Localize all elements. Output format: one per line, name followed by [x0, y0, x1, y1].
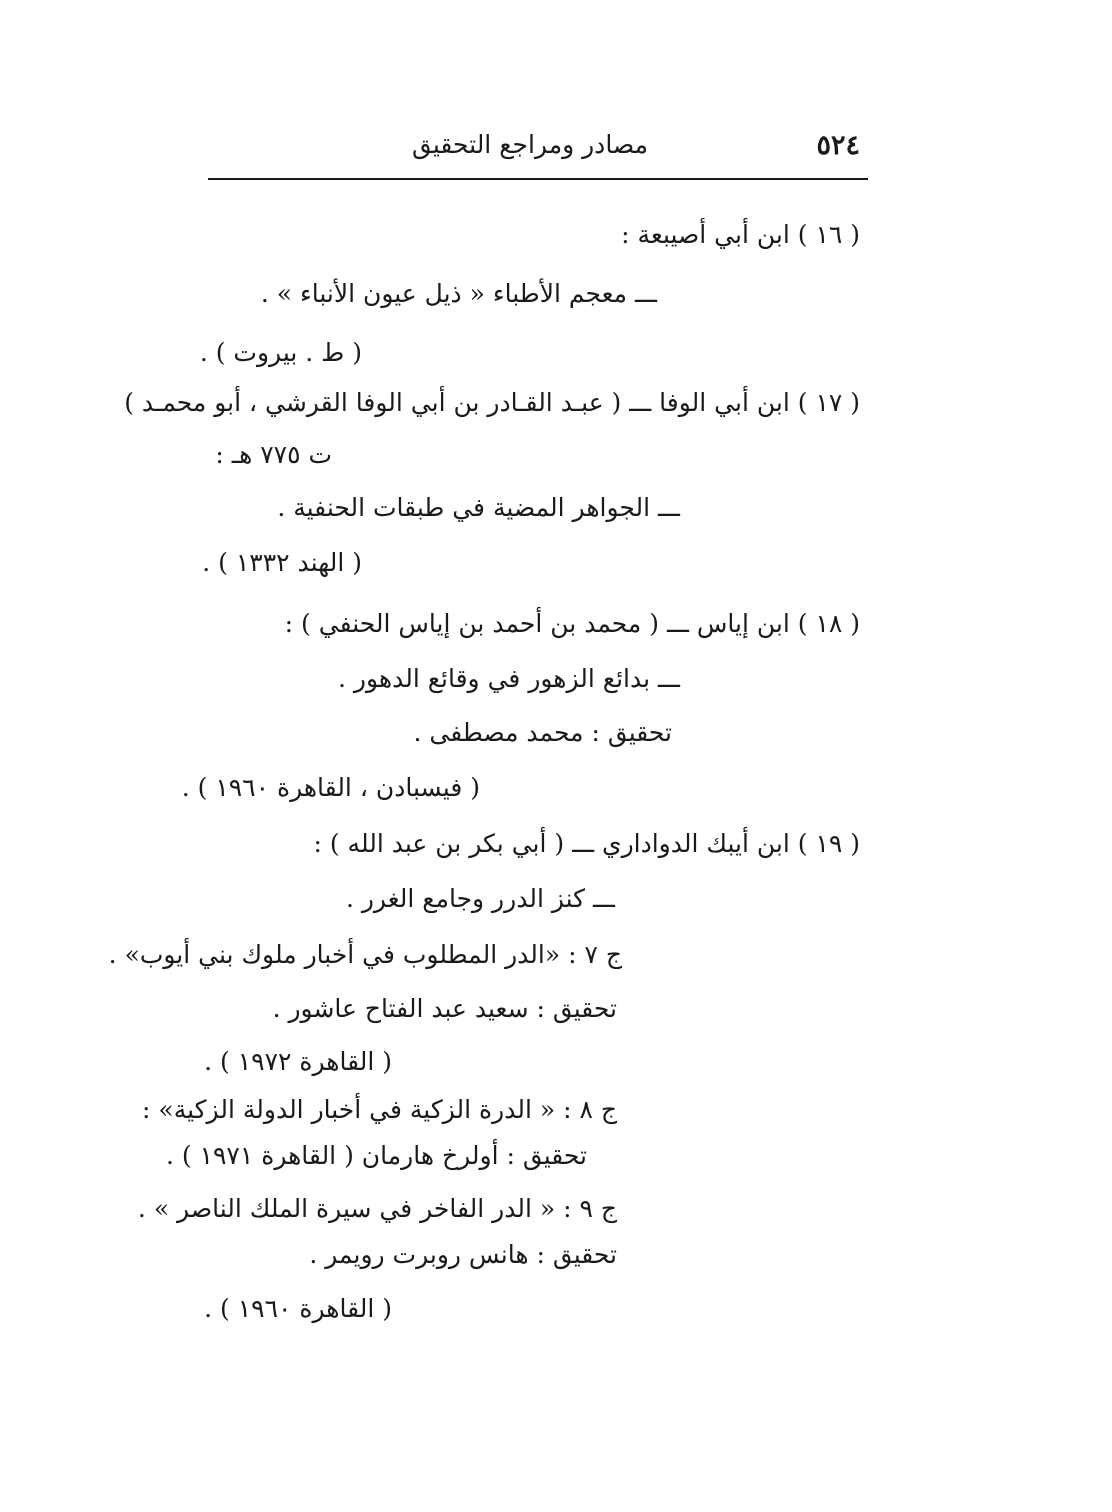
- entry-17-death-date: ت ٧٧٥ هـ :: [215, 440, 332, 469]
- header-rule: [208, 178, 868, 180]
- entry-17-title: ـــ الجواهر المضية في طبقات الحنفية .: [277, 493, 680, 522]
- entry-19-vol9-editor: تحقيق : هانس روبرت رويمر .: [309, 1240, 617, 1269]
- entry-19-vol8-title: ج ٨ : « الدرة الزكية في أخبار الدولة الزكية» :: [142, 1095, 617, 1124]
- entry-19-vol9-edition: ( القاهرة ١٩٦٠ ) .: [204, 1294, 392, 1323]
- entry-19-vol7-edition: ( القاهرة ١٩٧٢ ) .: [204, 1047, 392, 1076]
- entry-19-vol9-title: ج ٩ : « الدر الفاخر في سيرة الملك الناصر » .: [137, 1194, 617, 1223]
- page-number: ٥٢٤: [816, 130, 860, 161]
- entry-19-vol7-title: ج ٧ : «الدر المطلوب في أخبار ملوك بني أيوب» .: [108, 940, 622, 969]
- entry-19-heading: ( ١٩ ) ابن أيبك الدواداري ـــ ( أبي بكر بن عبد الله ) :: [313, 829, 860, 858]
- entry-16-title: ـــ معجم الأطباء « ذيل عيون الأنباء » .: [260, 279, 657, 308]
- entry-16-edition: ( ط . بيروت ) .: [199, 338, 362, 367]
- entry-19-title: ـــ كنز الدرر وجامع الغرر .: [345, 884, 615, 913]
- entry-18-heading: ( ١٨ ) ابن إياس ـــ ( محمد بن أحمد بن إياس الحنفي ) :: [284, 609, 860, 638]
- entry-19-vol7-editor: تحقيق : سعيد عبد الفتاح عاشور .: [272, 994, 617, 1023]
- running-header-title: مصادر ومراجع التحقيق: [411, 130, 649, 159]
- entry-17-heading: ( ١٧ ) ابن أبي الوفا ـــ ( عبـد القـادر بن أبي الوفا القرشي ، أبو محمـد ): [124, 388, 860, 417]
- entry-18-title: ـــ بدائع الزهور في وقائع الدهور .: [338, 664, 680, 693]
- entry-17-edition: ( الهند ١٣٣٢ ) .: [202, 548, 362, 577]
- entry-16-heading: ( ١٦ ) ابن أبي أصيبعة :: [621, 220, 860, 249]
- entry-18-edition: ( فيسبادن ، القاهرة ١٩٦٠ ) .: [181, 773, 480, 802]
- entry-19-vol8-editor: تحقيق : أولرخ هارمان ( القاهرة ١٩٧١ ) .: [165, 1141, 587, 1170]
- entry-18-editor: تحقيق : محمد مصطفى .: [413, 718, 672, 747]
